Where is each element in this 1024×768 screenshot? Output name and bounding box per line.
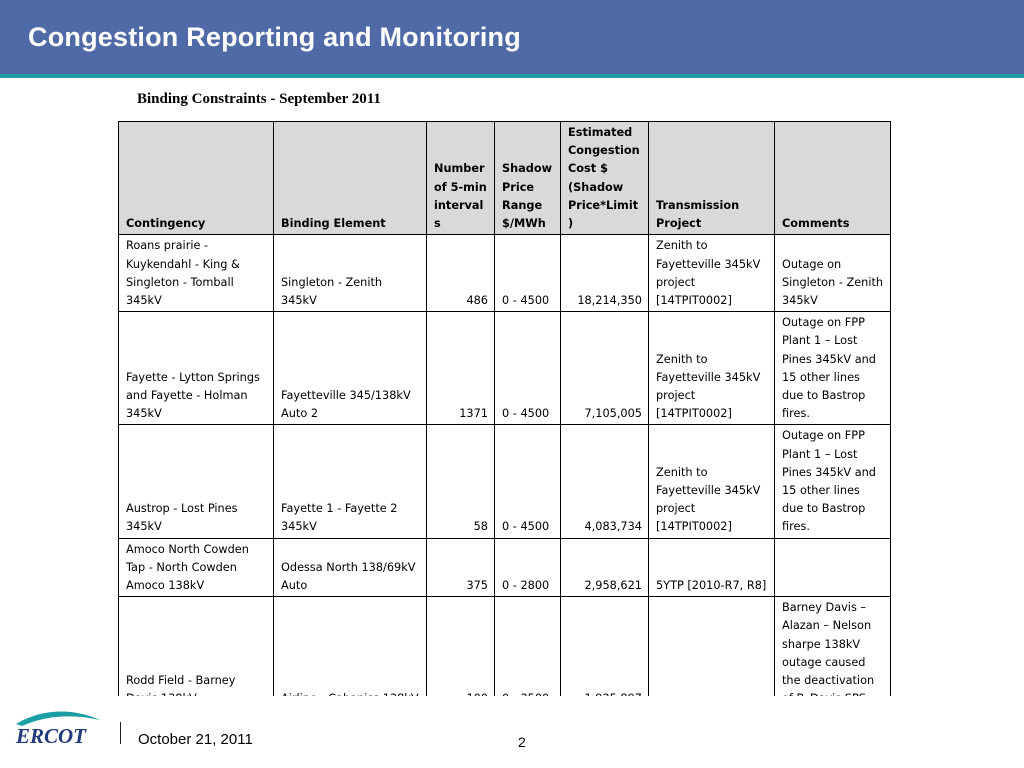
slide-footer: [0, 696, 1024, 768]
cell-congestion-cost: 18,214,350: [561, 235, 649, 312]
cell-shadow-price: 0 - 2800: [495, 538, 561, 597]
header-congestion-cost: Estimated Congestion Cost $ (Shadow Price*Limit): [561, 122, 649, 235]
slide-title: Congestion Reporting and Monitoring: [28, 22, 521, 52]
cell-intervals: [427, 597, 495, 710]
cell-contingency: Fayette - Lytton Springs and Fayette - Holman 345kV: [119, 312, 274, 425]
cell-congestion-cost: [561, 597, 649, 710]
cell-contingency: Amoco North Cowden Tap - North Cowden Amoco 138kV: [119, 538, 274, 597]
table-row: [119, 312, 891, 425]
cell-contingency: Austrop - Lost Pines 345kV: [119, 425, 274, 538]
cell-transmission-project: Zenith to Fayetteville 345kV project [14TPIT0002]: [649, 235, 775, 312]
header-intervals: Number of 5-min intervals: [427, 122, 495, 235]
footer-date: October 21, 2011: [138, 731, 253, 748]
cell-binding-element: Odessa North 138/69kV Auto: [274, 538, 427, 597]
cell-congestion-cost: 2,958,621: [561, 538, 649, 597]
header-binding-element: Binding Element: [274, 122, 427, 235]
cell-intervals: 1371: [427, 312, 495, 425]
binding-constraints-table: [118, 121, 891, 750]
cell-comments: [775, 538, 891, 597]
cell-intervals: 375: [427, 538, 495, 597]
cell-intervals: 486: [427, 235, 495, 312]
cell-intervals: 58: [427, 425, 495, 538]
header-comments: Comments: [775, 122, 891, 235]
cell-comments: Outage on FPP Plant 1 – Lost Pines 345kV and 15 other lines due to Bastrop fires.: [775, 312, 891, 425]
cell-congestion-cost: 7,105,005: [561, 312, 649, 425]
cell-shadow-price: 0 - 4500: [495, 425, 561, 538]
cell-transmission-project: 5YTP [2010-R7, R8]: [649, 538, 775, 597]
cell-binding-element: [274, 597, 427, 710]
ercot-logo: [12, 706, 104, 748]
cell-shadow-price: 0 - 4500: [495, 235, 561, 312]
cell-comments: Outage on Singleton - Zenith 345kV: [775, 235, 891, 312]
cell-binding-element: Fayette 1 - Fayette 2 345kV: [274, 425, 427, 538]
table-row: [119, 538, 891, 597]
page-number: 2: [518, 734, 526, 750]
cell-transmission-project: [649, 597, 775, 710]
cell-transmission-project: Zenith to Fayetteville 345kV project [14TPIT0002]: [649, 312, 775, 425]
cell-contingency: Roans prairie - Kuykendahl - King & Singleton - Tomball 345kV: [119, 235, 274, 312]
cell-binding-element: Singleton - Zenith 345kV: [274, 235, 427, 312]
header-shadow-price: Shadow Price Range $/MWh: [495, 122, 561, 235]
cell-binding-element: Fayetteville 345/138kV Auto 2: [274, 312, 427, 425]
title-bar-stripe: [0, 74, 1024, 78]
cell-transmission-project: Zenith to Fayetteville 345kV project [14TPIT0002]: [649, 425, 775, 538]
cell-comments: Outage on FPP Plant 1 – Lost Pines 345kV and 15 other lines due to Bastrop fires.: [775, 425, 891, 538]
header-transmission-project: Transmission Project: [649, 122, 775, 235]
cell-shadow-price: [495, 597, 561, 710]
cell-contingency: Rodd Field - Barney: [119, 597, 274, 710]
table-row: [119, 597, 891, 710]
cell-shadow-price: 0 - 4500: [495, 312, 561, 425]
cell-congestion-cost: 4,083,734: [561, 425, 649, 538]
footer-divider: [120, 722, 121, 744]
table-row: [119, 425, 891, 538]
table-caption: Binding Constraints - September 2011: [137, 91, 381, 107]
cell-comments: Barney Davis – Alazan – Nelson sharpe 138kV outage caused the deactivation: [775, 597, 891, 710]
table-header-row: [119, 122, 891, 235]
ercot-logo-text: ERCOT: [16, 724, 87, 748]
header-contingency: Contingency: [119, 122, 274, 235]
constraints-table-container: [118, 121, 891, 696]
table-row: [119, 235, 891, 312]
